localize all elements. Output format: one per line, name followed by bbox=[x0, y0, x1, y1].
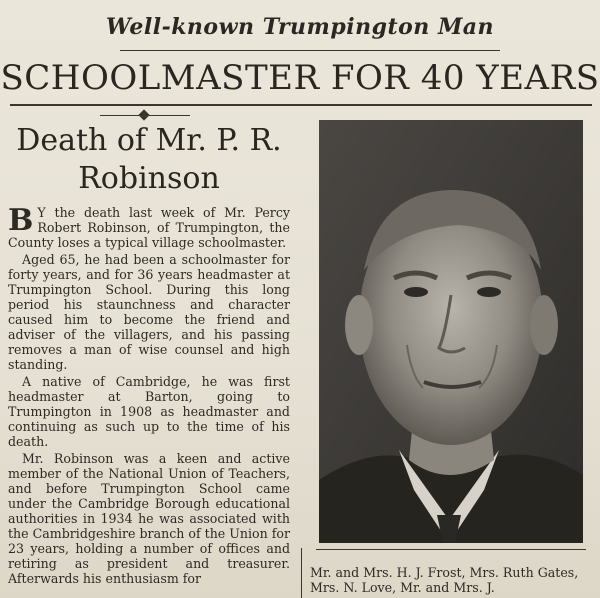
article-paragraph: Aged 65, he had been a schoolmaster for forty years, and for 36 years headmaster at Trumpington School. During this long period his staunchness and character caused him to become the friend and adviser of the villagers, and his passing removes a man of wise counsel and high standing. bbox=[8, 252, 290, 372]
headline-rule bbox=[10, 104, 592, 106]
article-paragraph: A native of Cambridge, he was first headmaster at Barton, going to Trumpington in 1908 as headmaster and continuing as such up to the time of his death. bbox=[8, 374, 290, 449]
kicker-rule bbox=[120, 50, 500, 51]
portrait-photo bbox=[319, 120, 583, 543]
article-paragraph: B Y the death last week of Mr. Percy Robert Robinson, of Trumpington, the County loses a typical village schoolmaster. bbox=[8, 203, 290, 250]
caption-text: Mr. and Mrs. H. J. Frost, Mrs. Ruth Gates, Mrs. N. Love, Mr. and Mrs. J. bbox=[310, 565, 579, 595]
headline: SCHOOLMASTER FOR 40 YEARS bbox=[0, 58, 600, 98]
drop-cap: B bbox=[8, 203, 34, 238]
article-body bbox=[8, 205, 290, 588]
column-divider bbox=[301, 548, 302, 598]
photo-rule bbox=[316, 549, 586, 550]
kicker-heading: Well-known Trumpington Man bbox=[105, 14, 495, 40]
article-subhead: Death of Mr. P. R. Robinson bbox=[16, 123, 282, 196]
portrait-image bbox=[319, 120, 583, 543]
ornament-diamond bbox=[138, 109, 149, 120]
article-paragraph: Mr. Robinson was a keen and active member of the National Union of Teachers, and before Trumpington School came under the Cambridge Borough educational authorities in 1934 he was associated with the Cambridgeshire branch of the Union for 23 years, holding a number of offices and retiring as president and treasurer. Afterwards his enthusiasm for bbox=[8, 451, 290, 586]
